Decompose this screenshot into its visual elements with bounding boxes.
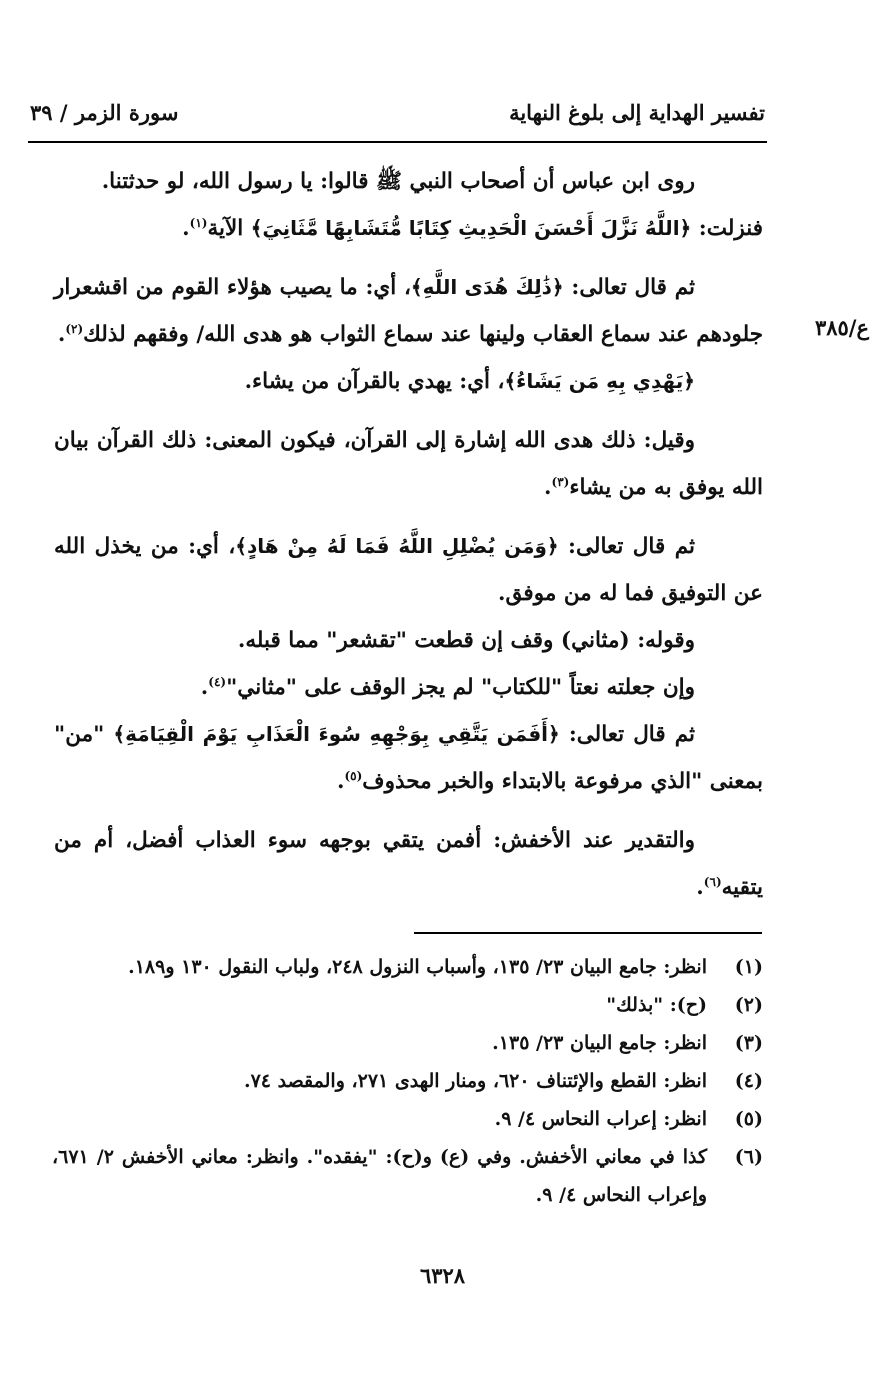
header-rule — [28, 141, 767, 143]
running-header-book-title: تفسير الهداية إلى بلوغ النهاية — [509, 100, 765, 125]
text-span: ثم قال تعالى: — [559, 722, 695, 747]
footnote-number: (١) — [734, 956, 763, 978]
footnote-ref: (٤) — [208, 674, 227, 689]
footnote-separator — [414, 932, 762, 934]
paragraph-1-cont — [54, 205, 763, 252]
footnote-text: انظر: جامع البيان ٢٣/ ١٣٥. — [492, 1032, 707, 1054]
text-span: "من" بمعنى "الذي مرفوعة بالابتداء والخبر محذوف — [54, 722, 763, 794]
footnote-item — [52, 948, 763, 986]
footnote-text: انظر: جامع البيان ٢٣/ ١٣٥، وأسباب النزول ٢٤٨، ولباب النقول ١٣٠ و١٨٩. — [128, 956, 707, 978]
text-span: . — [336, 769, 345, 794]
footnote-number: (٤) — [734, 1070, 763, 1092]
footnote-number: (٥) — [734, 1108, 763, 1130]
text-span: ، أي: من يخذل الله عن التوفيق فما له من موفق. — [54, 534, 763, 606]
footnote-text: انظر: إعراب النحاس ٤/ ٩. — [494, 1108, 707, 1130]
text-span: ثم قال تعالى: — [563, 275, 695, 300]
text-span: فنزلت: — [691, 216, 763, 241]
footnote-ref: (١) — [189, 215, 208, 230]
text-span: ، أي: ما يصيب هؤلاء القوم من اقشعرار جلودهم عند سماع العقاب ولينها عند سماع الثواب هو هدى الله/ وفقهم لذلك — [54, 275, 763, 347]
quran-verse: ﴿ذَٰلِكَ هُدَى اللَّهِ﴾ — [410, 275, 564, 299]
text-span: الآية — [207, 216, 251, 241]
running-header-surah: سورة الزمر / ٣٩ — [30, 100, 179, 125]
footnote-number: (٦) — [734, 1146, 763, 1168]
text-span: والتقدير عند الأخفش: أفمن يتقي بوجهه سوء العذاب أفضل، أم من يتقيه — [54, 828, 763, 900]
text-span: ثم قال تعالى: — [558, 534, 695, 559]
text-span: . — [200, 675, 209, 700]
text-span: . — [544, 475, 552, 500]
paragraph-3 — [54, 358, 763, 405]
footnote-text: انظر: القطع والإئتناف ٦٢٠، ومنار الهدى ٢٧١، والمقصد ٧٤. — [243, 1070, 707, 1092]
footnote-text: (ح): "بذلك" — [606, 994, 707, 1016]
text-span: . — [57, 322, 66, 347]
paragraph-1 — [54, 158, 763, 205]
text-span: وإن جعلته نعتاً "للكتاب" لم يجز الوقف على "مثاني" — [226, 675, 695, 700]
text-span: وقوله: (مثاني) وقف إن قطعت "تقشعر" مما قبله. — [237, 628, 695, 653]
quran-verse: ﴿اللَّهُ نَزَّلَ أَحْسَنَ الْحَدِيثِ كِتَابًا مُّتَشَابِهًا مَّثَانِيَ﴾ — [250, 216, 692, 240]
footnote-number: (٣) — [734, 1032, 763, 1054]
paragraph-4 — [54, 417, 763, 511]
page-number: ٦٣٢٨ — [419, 1263, 466, 1288]
text-span: . — [182, 216, 190, 241]
footnote-item — [52, 1024, 763, 1062]
paragraph-5 — [54, 523, 763, 617]
footnote-item — [52, 1062, 763, 1100]
manuscript-folio-note: ع/٣٨٥ — [814, 315, 869, 340]
footnote-item — [52, 1100, 763, 1138]
text-span: . — [696, 875, 704, 900]
footnote-item — [52, 986, 763, 1024]
footnote-ref: (٥) — [344, 768, 363, 783]
text-span: ، أي: يهدي بالقرآن من يشاء. — [244, 369, 505, 394]
paragraph-9 — [54, 817, 763, 911]
footnote-item — [52, 1138, 763, 1214]
paragraph-6 — [54, 617, 763, 664]
footnotes — [52, 948, 763, 1214]
text-span: وقيل: ذلك هدى الله إشارة إلى القرآن، فيكون المعنى: ذلك القرآن بيان الله يوفق به من يشاء — [54, 428, 763, 500]
quran-verse: ﴿أَفَمَن يَتَّقِي بِوَجْهِهِ سُوءَ الْعَذَابِ يَوْمَ الْقِيَامَةِ﴾ — [113, 722, 560, 746]
footnote-ref: (٦) — [703, 874, 722, 889]
main-text — [54, 158, 763, 911]
paragraph-7 — [54, 664, 763, 711]
footnote-ref: (٢) — [65, 321, 84, 336]
paragraph-8 — [54, 711, 763, 805]
footnote-text: كذا في معاني الأخفش. وفي (ع) و(ح): "يفقده". وانظر: معاني الأخفش ٢/ ٦٧١، وإعراب النحاس ٤/ ٩. — [52, 1146, 708, 1206]
quran-verse: ﴿يَهْدِي بِهِ مَن يَشَاءُ﴾ — [504, 369, 695, 393]
footnote-number: (٢) — [734, 994, 763, 1016]
text-line: روى ابن عباس أن أصحاب النبي ﷺ قالوا: يا رسول الله، لو حدثتنا. — [101, 169, 695, 194]
quran-verse: ﴿وَمَن يُضْلِلِ اللَّهُ فَمَا لَهُ مِنْ هَادٍ﴾ — [235, 534, 559, 558]
footnote-ref: (٣) — [551, 474, 570, 489]
paragraph-2 — [54, 264, 763, 358]
